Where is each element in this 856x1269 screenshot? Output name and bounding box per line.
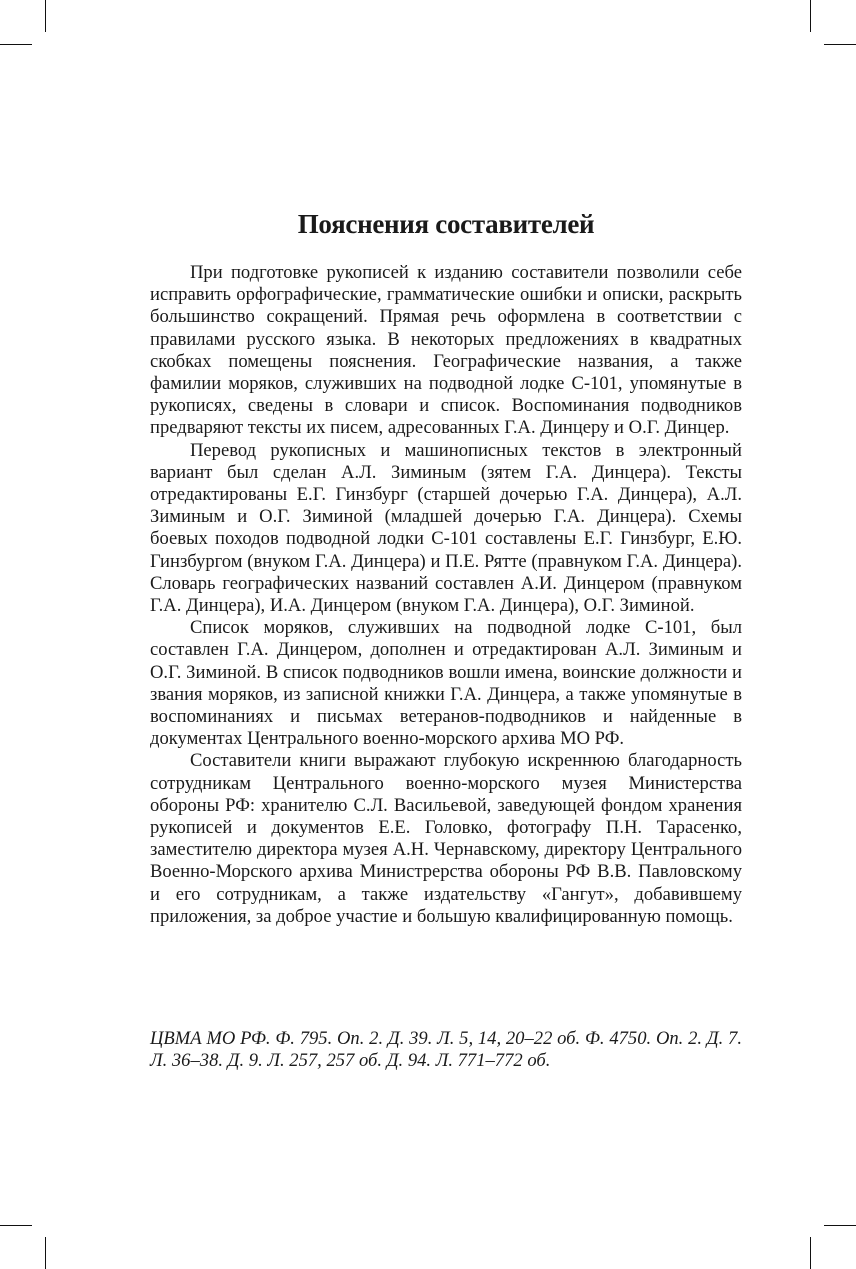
page-title: Пояснения составителей bbox=[297, 209, 595, 239]
paragraph-acknowledgements: Составители книги выражают глубокую искреннюю благодарность сотрудникам Центрального военно-морского музея Министерства обороны РФ: хранителю С.Л. Васильевой, заведующей фондом хранения рукописей и документов Е.Е. Головко, фотографу П.Н. Тарасенко, заместителю директора музея А.Н. Чернавскому, директору Центрального Военно-Морского архива Министрерства обороны РФ В.В. Павловскому и его сотрудникам, а также издательству «Гангут», добавившему приложения, за доброе участие и большую квалифицированную помощь. bbox=[150, 750, 742, 927]
paragraph-digitization: Перевод рукописных и машинописных текстов в электронный вариант был сделан А.Л. Зиминым (зятем Г.А. Динцера). Тексты отредактированы Е.Г. Гинзбург (старшей дочерью Г.А. Динцера), А.Л. Зиминым и О.Г. Зиминой (младшей дочерью Г.А. Динцера). Схемы боевых походов подводной лодки С-101 составлены Е.Г. Гинзбург, Е.Ю. Гинзбургом (внуком Г.А. Динцера) и П.Е. Рятте (правнуком Г.А. Динцера). Словарь географических названий составлен А.И. Динцером (правнуком Г.А. Динцера), И.А. Динцером (внуком Г.А. Динцера), О.Г. Зиминой. bbox=[150, 439, 742, 617]
crop-mark-bottom-left-vertical bbox=[45, 1237, 46, 1269]
crop-mark-bottom-right-vertical bbox=[810, 1237, 811, 1269]
crop-mark-top-right-vertical bbox=[810, 0, 811, 32]
body-text bbox=[150, 262, 742, 928]
archive-source-reference: ЦВМА МО РФ. Ф. 795. Оп. 2. Д. 39. Л. 5, 14, 20–22 об. Ф. 4750. Оп. 2. Д. 7. Л. 36–38. Д. 9. Л. 257, 257 об. Д. 94. Л. 771–772 об. bbox=[150, 1028, 742, 1072]
crop-mark-top-left-vertical bbox=[45, 0, 46, 32]
crop-mark-bottom-right-horizontal bbox=[824, 1225, 856, 1226]
paragraph-editing-notes: При подготовке рукописей к изданию составители позволили себе исправить орфографические, грамматические ошибки и описки, раскрыть большинство сокращений. Прямая речь оформлена в соответствии с правилами русского языка. В некоторых предложениях в квадратных скобках помещены пояснения. Географические названия, а также фамилии моряков, служивших на подводной лодке С-101, упомянутые в рукописях, сведены в словари и список. Воспоминания подводников предваряют тексты их писем, адресованных Г.А. Динцеру и О.Г. Динцер. bbox=[150, 262, 742, 439]
crop-mark-top-right-horizontal bbox=[824, 44, 856, 45]
crop-mark-top-left-horizontal bbox=[0, 44, 32, 45]
paragraph-crew-list: Список моряков, служивших на подводной лодке С-101, был составлен Г.А. Динцером, дополнен и отредактирован А.Л. Зиминым и О.Г. Зиминой. В список подводников вошли имена, воинские должности и звания моряков, из записной книжки Г.А. Динцера, а также упомянутые в воспоминаниях и письмах ветеранов-подводников и найденные в документах Центрального военно-морского архива МО РФ. bbox=[150, 617, 742, 750]
crop-mark-bottom-left-horizontal bbox=[0, 1225, 32, 1226]
